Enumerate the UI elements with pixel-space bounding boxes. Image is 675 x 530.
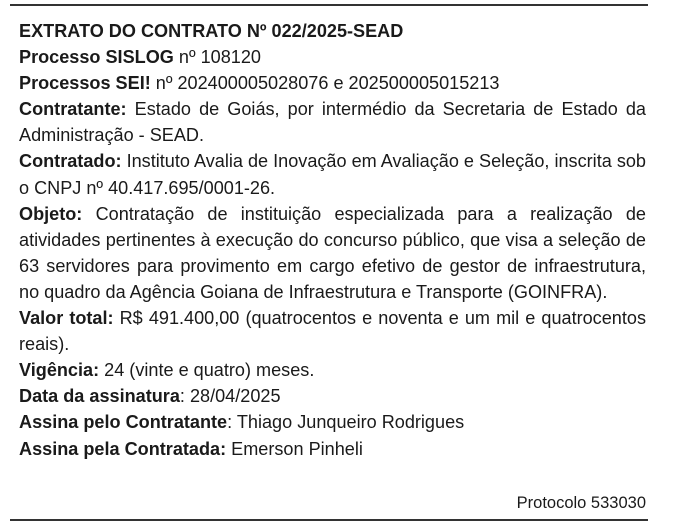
sislog-value: nº 108120 — [173, 47, 261, 68]
sei-line — [19, 70, 646, 96]
sei-value: nº 202400005028076 e 202500005015213 — [150, 73, 500, 94]
objeto-label: Objeto: — [19, 203, 83, 224]
contratado-line — [19, 148, 646, 200]
assina-contratada-line — [19, 436, 646, 462]
vigencia-label: Vigência: — [19, 360, 100, 381]
assina-contratante-line — [19, 409, 646, 435]
assina-contratante-label: Assina pelo Contratante — [19, 412, 228, 433]
vigencia-value: 24 (vinte e quatro) meses. — [99, 360, 315, 381]
data-assinatura-label: Data da assinatura — [19, 386, 180, 407]
vigencia-line — [19, 357, 646, 383]
assina-contratada-value: Emerson Pinheli — [226, 438, 363, 459]
data-assinatura-value: : 28/04/2025 — [179, 386, 281, 407]
top-divider — [10, 4, 648, 6]
sislog-line — [19, 44, 646, 70]
assina-contratada-label: Assina pela Contratada: — [19, 438, 227, 459]
valor-line — [19, 305, 646, 357]
contratado-value: Instituto Avalia de Inovação em Avaliação e Seleção, inscrita sob o CNPJ nº 40.417.695/0001-26. — [19, 151, 646, 198]
contratante-value: Estado de Goiás, por intermédio da Secretaria de Estado da Administração - SEAD. — [19, 99, 646, 146]
contratante-label: Contratante: — [19, 99, 127, 120]
document-title: EXTRATO DO CONTRATO Nº 022/2025-SEAD — [19, 21, 404, 41]
valor-value: R$ 491.400,00 (quatrocentos e noventa e um mil e quatrocentos reais). — [19, 308, 646, 355]
sislog-label: Processo SISLOG — [19, 47, 174, 68]
contract-extract — [19, 18, 646, 462]
contratado-label: Contratado: — [19, 151, 122, 172]
assina-contratante-value: : Thiago Junqueiro Rodrigues — [227, 412, 465, 433]
contratante-line — [19, 96, 646, 148]
bottom-divider — [10, 519, 648, 521]
protocol-number: Protocolo 533030 — [516, 494, 646, 512]
objeto-line — [19, 201, 646, 305]
objeto-value: Contratação de instituição especializada para a realização de atividades pertinentes à execução do concurso público, que visa a seleção de 63 servidores para provimento em cargo efetivo de gestor de infraestrutura, no quadro da Agência Goiana de Infraestrutura e Transporte (GOINFRA). — [19, 203, 646, 302]
data-assinatura-line — [19, 383, 646, 409]
sei-label: Processos SEI! — [19, 73, 151, 94]
valor-label: Valor total: — [19, 308, 114, 329]
